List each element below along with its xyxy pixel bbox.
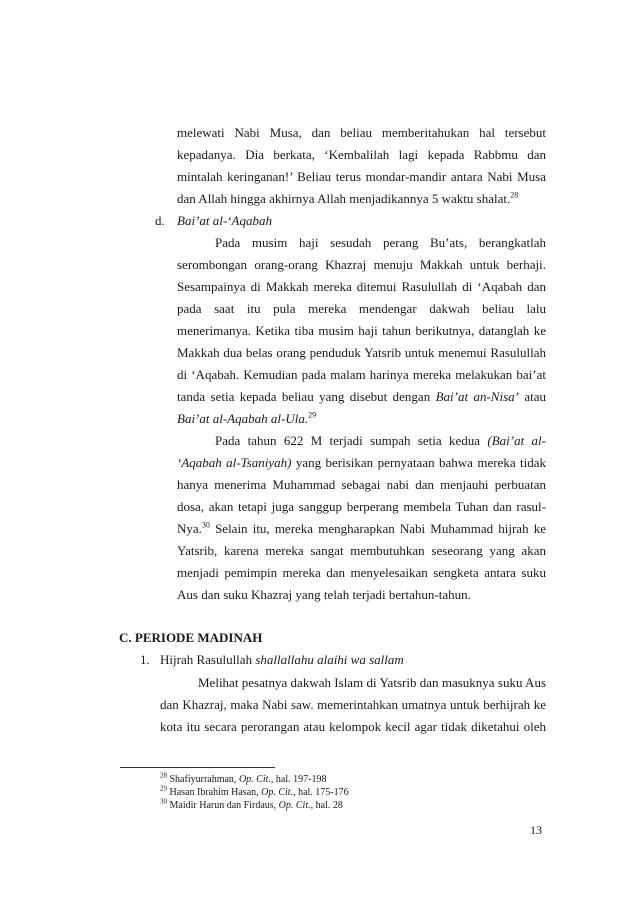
body-text: dan Allah hingga akhirnya Allah menjadikannya 5 waktu shalat. [177,191,511,206]
body-line: menjadi pemimpin mereka dan menyelesaikan sengketa antara suku [177,565,546,580]
term: shallallahu alaihi wa sallam [255,652,404,667]
body-line [177,411,316,427]
term: (Bai’at al- [487,433,547,448]
body-line [177,389,546,405]
body-line [177,521,546,537]
body-line [177,455,546,471]
body-line: menerimanya. Ketika tiba musim haji tahun berikutnya, datanglah ke [177,323,546,338]
footnote-ref: 29 [308,410,317,420]
body-line: melewati Nabi Musa, dan beliau memberitahukan hal tersebut [177,125,546,140]
body-line: Melihat pesatnya dakwah Islam di Yatsrib dan masuknya suku Aus [198,675,546,690]
body-text: yang berisikan pernyataan bahwa mereka tidak [295,455,546,470]
body-line: di ‘Aqabah. Kemudian pada malam harinya mereka melakukan bai’at [177,367,546,382]
list-marker: 1. [140,652,150,667]
subheading [160,652,404,668]
list-marker: d. [155,213,165,228]
footnote-citation: Op. Cit., [261,787,296,798]
footnote-text: Shafiyurrahman, [169,774,237,785]
footnote [160,771,327,786]
subheading: Bai’at al-‘Aqabah [177,213,272,228]
footnote-number: 28 [160,771,167,780]
footnote-ref: 30 [201,520,210,530]
footnote-text: hal. 197-198 [275,774,327,785]
body-line: dosa, akan tetapi juga sanggup berperang membela Tuhan dan rasul- [177,499,546,514]
body-text: Selain itu, mereka mengharapkan Nabi Muhammad hijrah ke [209,521,546,536]
body-line [215,433,546,449]
body-line: kepadanya. Dia berkata, ‘Kembalilah lagi kepada Rabbmu dan [177,147,546,162]
term: Bai’at an-Nisa’ [435,389,519,404]
footnote-ref: 28 [510,190,519,200]
term: Bai’at al-Aqabah al-Ula. [177,411,309,426]
body-line: Sesampainya di Makkah mereka ditemui Rasulullah di ‘Aqabah dan [177,279,546,294]
body-text: atau [524,389,547,404]
footnote-text: hal. 28 [315,800,343,811]
footnote-citation: Op. Cit., [278,800,314,811]
body-line: hanya menerima Muhammad sebagai nabi dan menjauhi perbuatan [177,477,546,492]
footnote-text: hal. 175-176 [298,787,349,798]
body-text: tanda setia kepada beliau yang disebut dengan [177,389,431,404]
body-text: Pada tahun 622 M terjadi sumpah setia kedua [215,433,481,448]
body-line: mintalah keringanan!’ Beliau terus mondar-mandir antara Nabi Musa [177,169,546,184]
footnote-text: Maidir Harun dan Firdaus, [169,800,277,811]
body-line: pada saat itu pula mereka mendengar dakwah beliau lalu [177,301,546,316]
body-line: Makkah dua belas orang penduduk Yatsrib untuk menemui Rasulullah [177,345,546,360]
footnote-text: Hasan Ibrahim Hasan, [169,787,259,798]
body-text: Hijrah Rasulullah [160,652,253,667]
footnote [160,797,343,812]
footnote-citation: Op. Cit., [238,774,274,785]
body-line: Yatsrib, karena mereka sangat membutuhkan seseorang yang akan [177,543,546,558]
body-line: dan Khazraj, maka Nabi saw. memerintahkan umatnya untuk berhijrah ke [160,697,546,712]
body-line: Aus dan suku Khazraj yang telah terjadi bertahun-tahun. [177,587,471,602]
section-heading: C. PERIODE MADINAH [119,630,263,645]
body-text: Nya. [177,521,202,536]
body-line [177,191,518,207]
body-line: Pada musim haji sesudah perang Bu’ats, berangkatlah [215,235,546,250]
footnote-number: 29 [160,784,167,793]
term: ‘Aqabah al-Tsaniyah) [177,455,292,470]
page-number: 13 [530,823,542,837]
body-line: serombongan orang-orang Khazraj menuju Makkah untuk berhaji. [177,257,546,272]
footnote-number: 30 [160,797,167,806]
body-line: kota itu secara perorangan atau kelompok kecil agar tidak diketahui oleh [160,719,546,734]
footnote-separator [120,767,275,768]
footnote [160,784,349,799]
